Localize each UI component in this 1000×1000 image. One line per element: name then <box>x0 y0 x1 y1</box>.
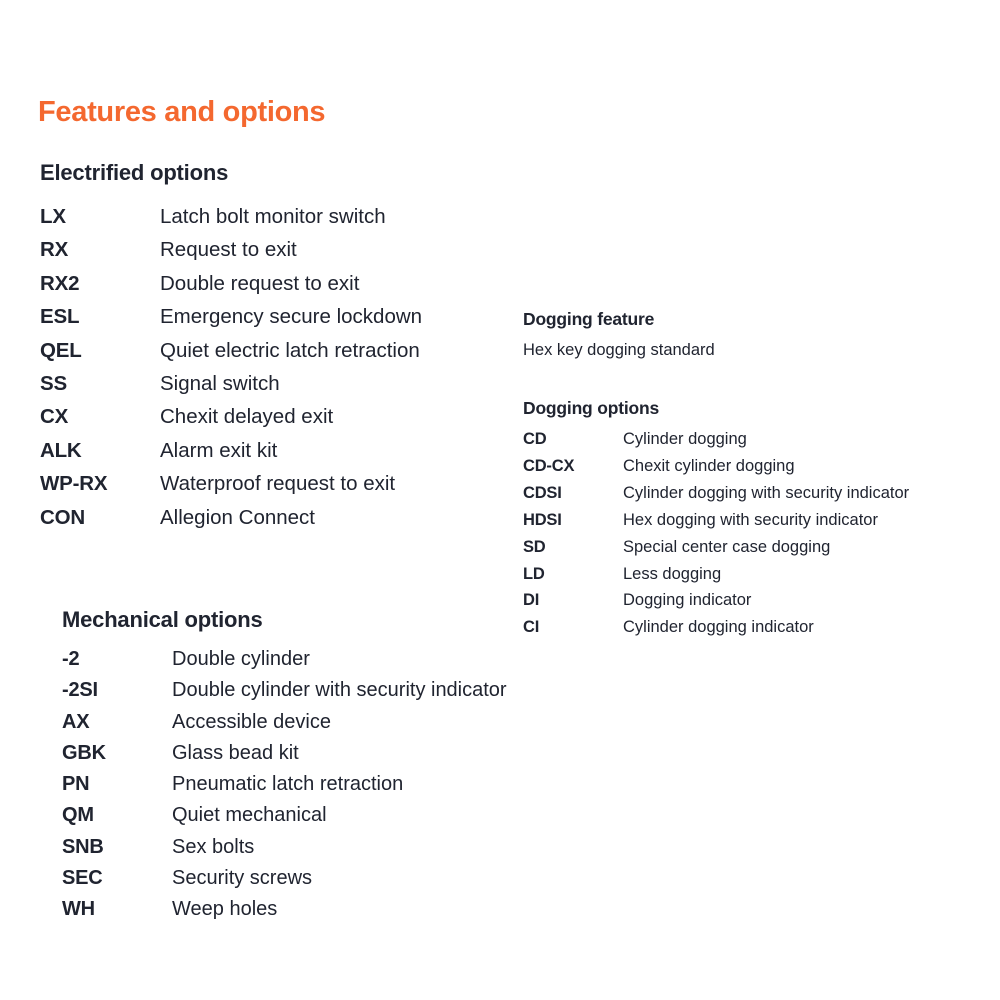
option-description: Emergency secure lockdown <box>160 305 423 329</box>
option-code: -2SI <box>62 679 98 702</box>
option-code: LX <box>40 205 66 228</box>
option-code: SEC <box>62 867 103 890</box>
option-description: Cylinder dogging indicator <box>623 618 814 637</box>
option-code: ALK <box>40 438 82 462</box>
option-description: Double cylinder with security indicator <box>172 679 507 702</box>
option-description: Signal switch <box>160 372 280 396</box>
option-code: CX <box>40 405 69 429</box>
mechanical-options-list <box>62 644 627 926</box>
electrified-option-row <box>40 434 532 467</box>
dogging-option-row <box>523 561 998 588</box>
mechanical-options-heading: Mechanical options <box>62 607 263 632</box>
dogging-option-row <box>523 507 998 534</box>
option-description: Special center case dogging <box>623 537 831 556</box>
option-code: HDSI <box>523 510 562 529</box>
option-description: Pneumatic latch retraction <box>172 773 404 796</box>
option-description: Allegion Connect <box>160 505 315 529</box>
option-description: Double request to exit <box>160 271 360 295</box>
option-code: CDSI <box>523 483 562 502</box>
option-code: GBK <box>62 741 106 764</box>
mechanical-option-row <box>62 675 627 706</box>
mechanical-option-row <box>62 832 627 863</box>
electrified-options-list <box>40 200 532 534</box>
electrified-option-row <box>40 233 532 266</box>
option-code: SS <box>40 372 67 396</box>
option-code: RX2 <box>40 271 80 295</box>
option-description: Dogging indicator <box>623 591 752 610</box>
electrified-options-heading: Electrified options <box>40 160 229 185</box>
electrified-option-row <box>40 501 532 534</box>
dogging-option-row <box>523 453 998 480</box>
dogging-options-heading: Dogging options <box>523 398 659 418</box>
option-description: Chexit cylinder dogging <box>623 456 795 475</box>
option-code: CON <box>40 505 85 529</box>
option-code: QEL <box>40 338 82 362</box>
option-code: PN <box>62 773 90 796</box>
electrified-option-row <box>40 300 532 333</box>
option-description: Glass bead kit <box>172 741 299 764</box>
option-description: Quiet electric latch retraction <box>160 338 420 362</box>
option-description: Double cylinder <box>172 648 310 670</box>
option-code: AX <box>62 710 90 733</box>
option-code: LD <box>523 564 545 583</box>
electrified-option-row <box>40 367 532 400</box>
option-code: QM <box>62 804 94 827</box>
option-description: Quiet mechanical <box>172 804 327 827</box>
option-description: Cylinder dogging with security indicator <box>623 483 910 502</box>
option-code: SNB <box>62 835 104 858</box>
option-description: Sex bolts <box>172 835 255 858</box>
electrified-option-row <box>40 467 532 500</box>
mechanical-option-row <box>62 644 627 675</box>
option-description: Latch bolt monitor switch <box>160 205 386 228</box>
electrified-option-row <box>40 334 532 367</box>
section-mechanical-options <box>62 606 627 926</box>
option-code: DI <box>523 591 540 610</box>
page-title: Features and options <box>38 96 326 128</box>
option-description: Alarm exit kit <box>160 438 278 462</box>
option-code: CD-CX <box>523 456 575 475</box>
dogging-option-row <box>523 480 998 507</box>
option-code: RX <box>40 238 69 262</box>
mechanical-option-row <box>62 769 627 800</box>
section-dogging-feature <box>523 308 993 361</box>
option-description: Security screws <box>172 867 313 890</box>
mechanical-option-row <box>62 800 627 831</box>
option-code: SD <box>523 537 546 556</box>
section-dogging-options <box>523 396 998 641</box>
electrified-option-row <box>40 400 532 433</box>
option-description: Waterproof request to exit <box>160 472 396 496</box>
dogging-option-row <box>523 534 998 561</box>
dogging-feature-heading: Dogging feature <box>523 309 655 329</box>
option-code: -2 <box>62 648 80 670</box>
mechanical-option-row <box>62 707 627 738</box>
option-description: Request to exit <box>160 238 297 262</box>
option-code: ESL <box>40 305 80 329</box>
option-description: Cylinder dogging <box>623 430 747 448</box>
option-code: WH <box>62 898 95 921</box>
option-description: Accessible device <box>172 710 331 733</box>
mechanical-option-row <box>62 738 627 769</box>
electrified-option-row <box>40 267 532 300</box>
option-code: CI <box>523 618 540 637</box>
mechanical-option-row <box>62 894 627 925</box>
electrified-option-row <box>40 200 532 233</box>
option-code: WP-RX <box>40 472 108 496</box>
option-code: CD <box>523 430 547 448</box>
section-electrified-options <box>40 160 532 534</box>
mechanical-option-row <box>62 863 627 894</box>
option-description: Hex dogging with security indicator <box>623 510 878 529</box>
option-description: Less dogging <box>623 564 722 583</box>
dogging-feature-text: Hex key dogging standard <box>523 341 715 359</box>
option-description: Chexit delayed exit <box>160 405 334 429</box>
option-description: Weep holes <box>172 898 278 921</box>
dogging-option-row <box>523 426 998 453</box>
